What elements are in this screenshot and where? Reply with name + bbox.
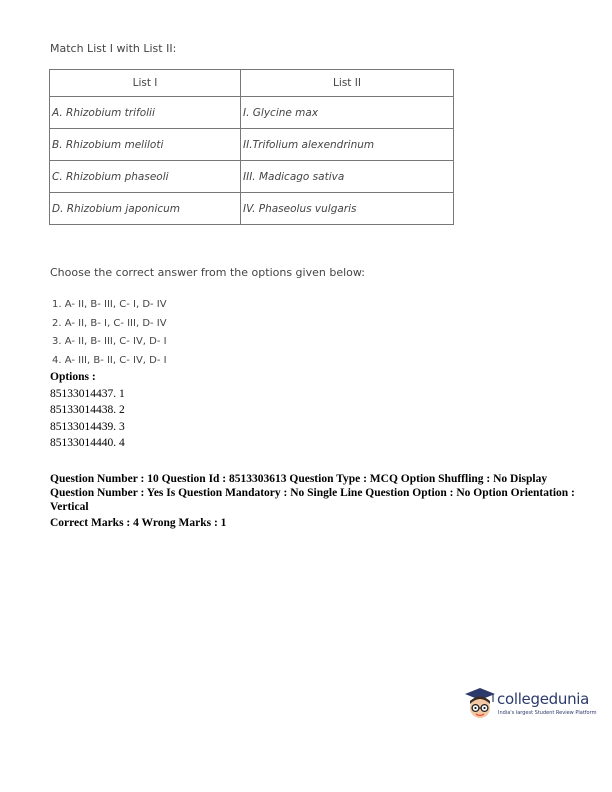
choose-instruction: Choose the correct answer from the options given below: <box>50 266 365 279</box>
table-header-row <box>50 70 454 97</box>
answer-choice: 1. A- II, B- III, C- I, D- IV <box>52 299 167 310</box>
question-info: Question Number : 10 Question Id : 8513303613 Question Type : MCQ Option Shuffling : No Display Question Number : Yes Is Question Mandatory : No Single Line Question Option : No Option Orientation : Vertical <box>50 473 575 513</box>
list-2-cell: II.Trifolium alexendrinum <box>241 129 454 161</box>
option-item: 85133014438. 2 <box>50 404 125 416</box>
logo-name: collegedunia <box>497 690 590 708</box>
options-title: Options : <box>50 371 96 383</box>
logo-tagline: India's largest Student Review Platform <box>498 710 597 716</box>
option-item: 85133014437. 1 <box>50 387 125 400</box>
answer-choice: 2. A- II, B- I, C- III, D- IV <box>52 317 167 329</box>
match-table <box>49 69 454 225</box>
list-1-cell: B. Rhizobium meliloti <box>50 129 241 161</box>
answer-choice: 3. A- II, B- III, C- IV, D- I <box>52 336 167 347</box>
options-block <box>50 369 125 452</box>
header-list-2: List II <box>241 70 454 97</box>
mascot-icon <box>463 686 497 722</box>
option-item: 85133014439. 3 <box>50 420 125 433</box>
answer-choice: 4. A- III, B- II, C- IV, D- I <box>52 354 167 366</box>
option-item: 85133014440. 4 <box>50 437 125 449</box>
question-metadata <box>50 472 580 530</box>
list-2-cell: III. Madicago sativa <box>241 161 454 193</box>
table-row <box>50 97 454 129</box>
answer-choices <box>52 296 167 370</box>
table-row <box>50 161 454 193</box>
list-1-cell: C. Rhizobium phaseoli <box>50 161 241 193</box>
marks-info: Correct Marks : 4 Wrong Marks : 1 <box>50 517 227 529</box>
list-1-cell: A. Rhizobium trifolii <box>50 97 241 129</box>
list-2-cell: I. Glycine max <box>241 97 454 129</box>
list-2-cell: IV. Phaseolus vulgaris <box>241 193 454 225</box>
list-1-cell: D. Rhizobium japonicum <box>50 193 241 225</box>
header-list-1: List I <box>50 70 241 97</box>
table-row <box>50 193 454 225</box>
collegedunia-logo <box>463 686 598 726</box>
question-intro: Match List I with List II: <box>50 42 177 55</box>
table-row <box>50 129 454 161</box>
